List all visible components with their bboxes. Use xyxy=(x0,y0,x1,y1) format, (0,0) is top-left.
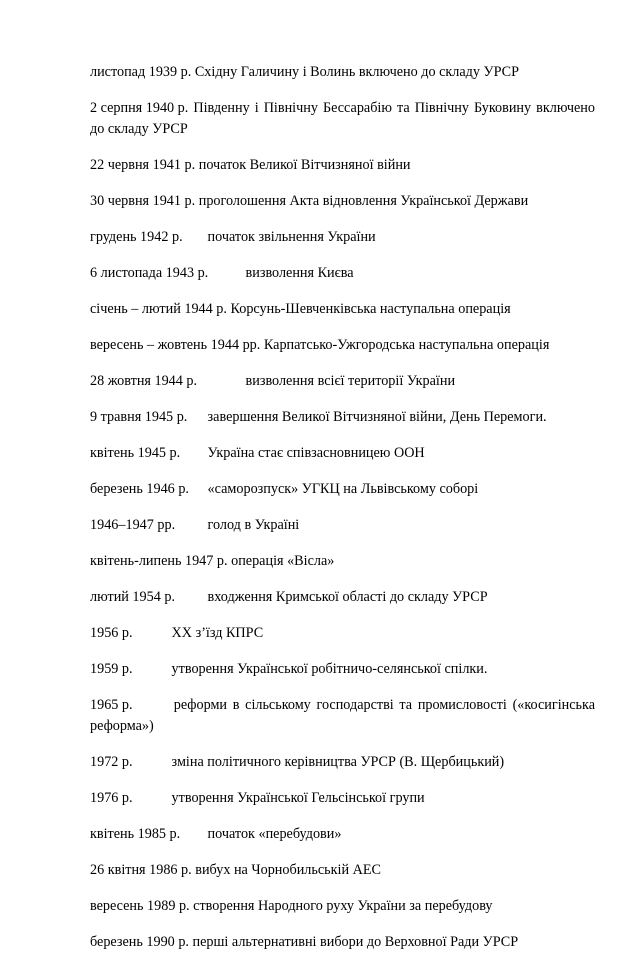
entry-text: реформи в сільському господарстві та промисловості («косигінська реформа») xyxy=(90,697,595,734)
entry-date: 1956 р. xyxy=(90,625,133,641)
timeline-entry xyxy=(90,695,595,737)
timeline-entry xyxy=(90,932,595,953)
entry-date: квітень 1945 р. xyxy=(90,445,181,461)
timeline-entry xyxy=(90,98,595,140)
entry-text: початок звільнення України xyxy=(207,229,376,245)
entry-date: 28 жовтня 1944 р. xyxy=(90,373,198,389)
entry-text: XX з’їзд КПРС xyxy=(171,625,264,641)
entry-text: Південну і Північну Бессарабію та Північну Буковину включено до складу УРСР xyxy=(90,100,595,137)
entry-text: завершення Великої Вітчизняної війни, День Перемоги. xyxy=(207,409,547,425)
timeline-entry xyxy=(90,263,595,284)
timeline-entry xyxy=(90,659,595,680)
timeline-entry xyxy=(90,824,595,845)
entry-text: визволення Києва xyxy=(245,265,354,281)
entry-date: 26 квітня 1986 р. xyxy=(90,862,192,878)
entry-date: квітень-липень 1947 р. xyxy=(90,553,228,569)
timeline-entry xyxy=(90,479,595,500)
entry-date: лютий 1954 р. xyxy=(90,589,175,605)
entry-date: 1946–1947 рр. xyxy=(90,517,176,533)
timeline-entry xyxy=(90,551,595,572)
entry-date: січень – лютий 1944 р. xyxy=(90,301,227,317)
entry-text: входження Кримської області до складу УРСР xyxy=(207,589,488,605)
timeline-entry xyxy=(90,371,595,392)
entry-date: березень 1990 р. xyxy=(90,934,189,950)
timeline-entry xyxy=(90,407,595,428)
entry-text: початок «перебудови» xyxy=(207,826,342,842)
entry-text: зміна політичного керівництва УРСР (В. Щербицький) xyxy=(171,754,505,770)
timeline-entry xyxy=(90,515,595,536)
timeline-entry xyxy=(90,860,595,881)
timeline-entry xyxy=(90,62,595,83)
timeline-entry xyxy=(90,788,595,809)
entry-text: Східну Галичину і Волинь включено до складу УРСР xyxy=(194,64,519,80)
entry-text: створення Народного руху України за перебудову xyxy=(193,898,493,914)
entry-text: операція «Вісла» xyxy=(231,553,335,569)
entry-date: 6 листопада 1943 р. xyxy=(90,265,209,281)
timeline-entry xyxy=(90,896,595,917)
entry-date: листопад 1939 р. xyxy=(90,64,192,80)
entry-text: Карпатсько-Ужгородська наступальна операція xyxy=(263,337,550,353)
entry-text: початок Великої Вітчизняної війни xyxy=(198,157,411,173)
entry-date: 22 червня 1941 р. xyxy=(90,157,196,173)
entry-text: утворення Української робітничо-селянської спілки. xyxy=(171,661,488,677)
entry-date: 1972 р. xyxy=(90,754,133,770)
timeline-entry xyxy=(90,752,595,773)
entry-text: Україна стає співзасновницею ООН xyxy=(207,445,425,461)
entry-text: Корсунь-Шевченківська наступальна операція xyxy=(230,301,511,317)
entry-text: перші альтернативні вибори до Верховної Ради УРСР xyxy=(192,934,519,950)
timeline-entry xyxy=(90,335,595,356)
timeline-entry xyxy=(90,191,595,212)
entry-text: вибух на Чорнобильській АЕС xyxy=(195,862,381,878)
entry-text: голод в Україні xyxy=(207,517,300,533)
entry-date: 1965 р. xyxy=(90,697,133,713)
entry-text: утворення Української Гельсінської групи xyxy=(171,790,425,806)
timeline-entry xyxy=(90,299,595,320)
timeline-entry xyxy=(90,155,595,176)
entry-date: березень 1946 р. xyxy=(90,481,189,497)
timeline-document xyxy=(90,62,595,968)
entry-date: 1959 р. xyxy=(90,661,133,677)
entry-text: «саморозпуск» УГКЦ на Львівському соборі xyxy=(207,481,479,497)
entry-text: проголошення Акта відновлення Української Держави xyxy=(198,193,529,209)
timeline-entry xyxy=(90,623,595,644)
entry-date: вересень 1989 р. xyxy=(90,898,190,914)
entry-date: грудень 1942 р. xyxy=(90,229,183,245)
entry-date: квітень 1985 р. xyxy=(90,826,181,842)
entry-date: 1976 р. xyxy=(90,790,133,806)
entry-date: 9 травня 1945 р. xyxy=(90,409,188,425)
entry-date: 30 червня 1941 р. xyxy=(90,193,196,209)
entry-date: 2 серпня 1940 р. xyxy=(90,100,189,116)
timeline-entry xyxy=(90,443,595,464)
entry-text: визволення всієї території України xyxy=(245,373,456,389)
timeline-entry xyxy=(90,587,595,608)
entry-date: вересень – жовтень 1944 рр. xyxy=(90,337,261,353)
timeline-entry xyxy=(90,227,595,248)
